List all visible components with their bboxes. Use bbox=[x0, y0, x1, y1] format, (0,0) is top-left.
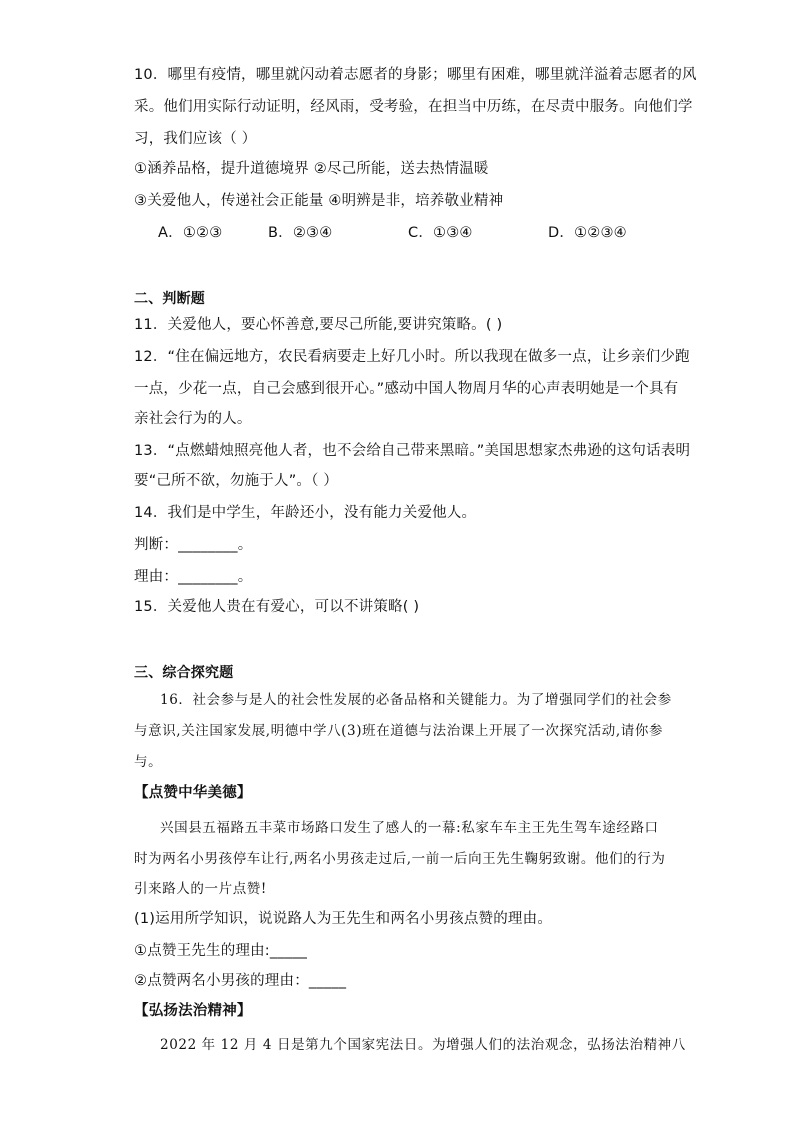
q10-line-3: 习，我们应该（ ） bbox=[134, 131, 257, 147]
subsection-law-title: 【弘扬法治精神】 bbox=[134, 1003, 252, 1019]
q13-line-2: 要“己所不欲，勿施于人”。（ ） bbox=[134, 473, 339, 489]
q12-line-1: 12．“住在偏远地方，农民看病要走上好几小时。所以我现在做多一点，让乡亲们少跑 bbox=[134, 349, 690, 365]
q10-options bbox=[158, 223, 627, 243]
story-line-2: 时为两名小男孩停车让行,两名小男孩走过后,一前一后向王先生鞠躬致谢。他们的行为 bbox=[134, 851, 666, 867]
story-line-1: 兴国县五福路五丰菜市场路口发生了感人的一幕:私家车车主王先生驾车途经路口 bbox=[160, 820, 659, 836]
q16-sub-1-b: ②点赞两名小男孩的理由：_____ bbox=[134, 973, 347, 989]
q10-line-2: 采。他们用实际行动证明，经风雨，受考验，在担当中历练，在尽责中服务。向他们学 bbox=[134, 99, 693, 115]
section-3-title: 三、综合探究题 bbox=[134, 665, 234, 681]
q12-line-3: 亲社会行为的人。 bbox=[134, 411, 252, 427]
q10-items-1-2: ①涵养品格，提升道德境界 ②尽己所能，送去热情温暖 bbox=[134, 161, 489, 177]
q15: 15．关爱他人贵在有爱心，可以不讲策略( ) bbox=[134, 599, 420, 615]
q16-line-2: 与意识,关注国家发展,明德中学八(3)班在道德与法治课上开展了一次探究活动,请你参 bbox=[134, 723, 664, 739]
q16-line-3: 与。 bbox=[134, 754, 163, 770]
q16-sub-1-a: ①点赞王先生的理由:_____ bbox=[134, 943, 308, 959]
q16-sub-1: (1)运用所学知识，说说路人为王先生和两名小男孩点赞的理由。 bbox=[134, 911, 553, 927]
q14-judge: 判断：________。 bbox=[134, 537, 253, 553]
q13-line-1: 13．“点燃蜡烛照亮他人者，也不会给自己带来黑暗。”美国思想家杰弗逊的这句话表明 bbox=[134, 443, 691, 459]
q10-line-1: 10．哪里有疫情，哪里就闪动着志愿者的身影；哪里有困难，哪里就洋溢着志愿者的风 bbox=[134, 67, 697, 83]
q12-line-2: 一点，少花一点，自己会感到很开心。”感动中国人物周月华的心声表明她是一个具有 bbox=[134, 381, 679, 397]
q11: 11．关爱他人，要心怀善意,要尽己所能,要讲究策略。( ) bbox=[134, 317, 503, 333]
law-paragraph-line-1: 2022 年 12 月 4 日是第九个国家宪法日。为增强人们的法治观念，弘扬法治精神八 bbox=[160, 1037, 686, 1053]
q10-items-3-4: ③关爱他人，传递社会正能量 ④明辨是非，培养敬业精神 bbox=[134, 193, 504, 209]
q10-option-d: D．①②③④ bbox=[548, 225, 627, 241]
q10-option-a: A．①②③ bbox=[158, 225, 223, 241]
q10-option-b: B．②③④ bbox=[268, 225, 333, 241]
subsection-virtue-title: 【点赞中华美德】 bbox=[134, 785, 252, 801]
q14: 14．我们是中学生，年龄还小，没有能力关爱他人。 bbox=[134, 505, 477, 521]
section-2-title: 二、判断题 bbox=[134, 291, 205, 307]
q14-reason: 理由：________。 bbox=[134, 569, 253, 585]
story-line-3: 引来路人的一片点赞! bbox=[134, 881, 267, 897]
q10-option-c: C．①③④ bbox=[408, 225, 473, 241]
q16-line-1: 16．社会参与是人的社会性发展的必备品格和关键能力。为了增强同学们的社会参 bbox=[160, 692, 672, 708]
